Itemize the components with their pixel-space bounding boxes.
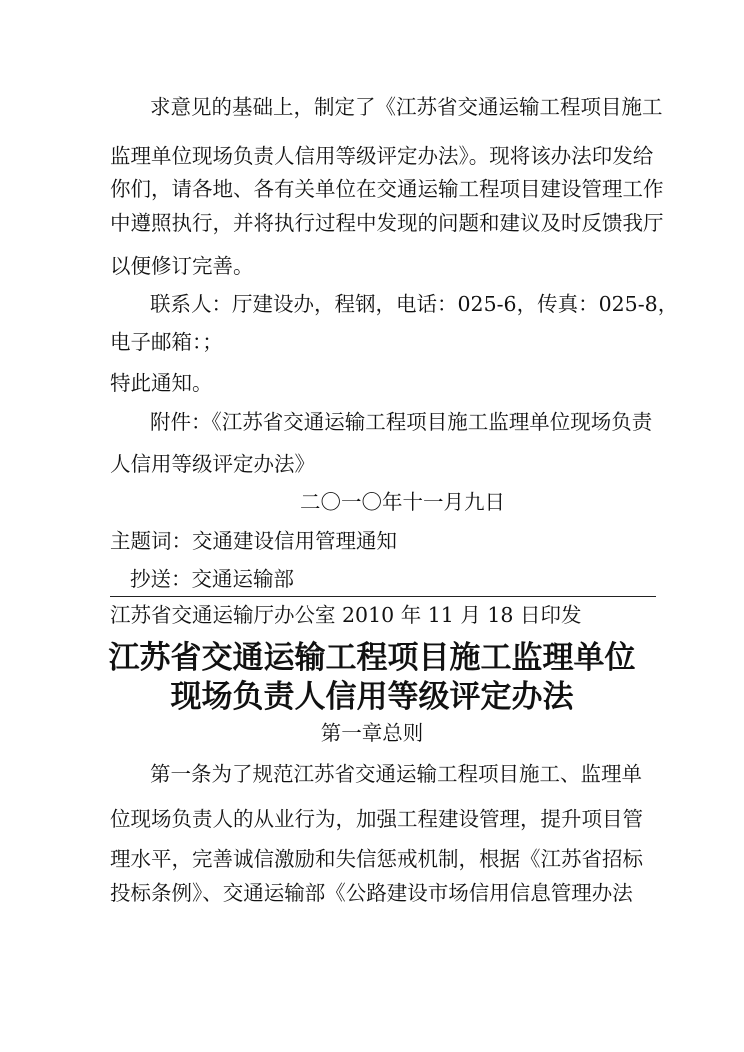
subject-words: 主题词：交通建设信用管理通知: [110, 529, 397, 553]
body-line-1: 求意见的基础上，制定了《江苏省交通运输工程项目施工: [150, 95, 663, 119]
article-line-1: 第一条为了规范江苏省交通运输工程项目施工、监理单: [150, 762, 642, 786]
special-notice: 特此通知。: [110, 371, 213, 395]
contact-line-2: 电子邮箱：；: [110, 330, 223, 354]
body-line-4: 中遵照执行，并将执行过程中发现的问题和建议及时反馈我厅: [110, 211, 664, 235]
title-line-1: 江苏省交通运输工程项目施工监理单位: [108, 640, 636, 676]
divider-line: [110, 596, 656, 597]
article-line-2: 位现场负责人的从业行为，加强工程建设管理，提升项目管: [110, 807, 643, 831]
body-line-5: 以便修订完善。: [110, 254, 254, 278]
article-line-3: 理水平，完善诚信激励和失信惩戒机制，根据《江苏省招标: [110, 847, 643, 871]
cc-line: 抄送：交通运输部: [130, 567, 294, 591]
article-line-4: 投标条例》、交通运输部《公路建设市场信用信息管理办法: [110, 881, 633, 905]
chapter-heading: 第一章总则: [320, 721, 424, 745]
contact-line-1: 联系人：厅建设办，程钢，电话：025-6，传真：025-8，: [150, 292, 679, 316]
attachment-line-2: 人信用等级评定办法》: [110, 452, 315, 476]
attachment-line-1: 附件：《江苏省交通运输工程项目施工监理单位现场负责: [150, 410, 653, 434]
body-line-2: 监理单位现场负责人信用等级评定办法》。现将该办法印发给: [110, 144, 654, 168]
issuer-line: 江苏省交通运输厅办公室 2010 年 11 月 18 日印发: [110, 603, 582, 627]
issue-date: 二〇一〇年十一月九日: [300, 490, 505, 514]
title-line-2: 现场负责人信用等级评定办法: [170, 679, 574, 715]
body-line-3: 你们，请各地、各有关单位在交通运输工程项目建设管理工作: [110, 177, 664, 201]
